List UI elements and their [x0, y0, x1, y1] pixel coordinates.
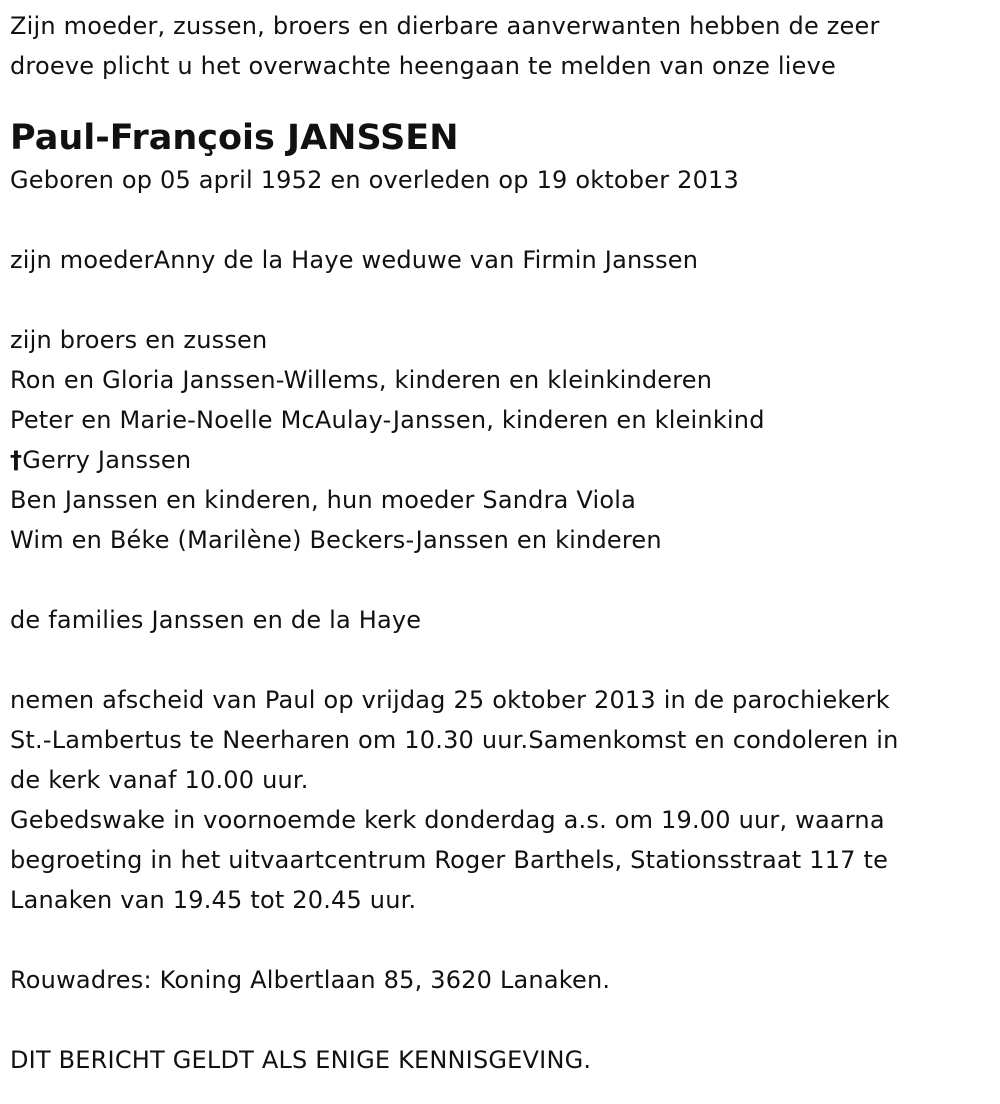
cross-icon: †	[10, 446, 23, 474]
mother-line: zijn moederAnny de la Haye weduwe van Firmin Janssen	[10, 246, 699, 274]
ceremony-line: St.-Lambertus te Neerharen om 10.30 uur.Samenkomst en condoleren in	[10, 726, 899, 754]
intro-line: Zijn moeder, zussen, broers en dierbare aanverwanten hebben de zeer	[10, 12, 880, 40]
ceremony-line: Lanaken van 19.45 tot 20.45 uur.	[10, 886, 417, 914]
ceremony-line: de kerk vanaf 10.00 uur.	[10, 766, 309, 794]
ceremony-line: begroeting in het uitvaartcentrum Roger Barthels, Stationsstraat 117 te	[10, 846, 889, 874]
sibling-line: Ron en Gloria Janssen-Willems, kinderen en kleinkinderen	[10, 366, 713, 394]
spacer	[10, 200, 995, 240]
spacer	[10, 640, 995, 680]
intro-line: droeve plicht u het overwachte heengaan te melden van onze lieve	[10, 52, 836, 80]
notice-line: DIT BERICHT GELDT ALS ENIGE KENNISGEVING.	[10, 1046, 592, 1074]
sibling-line: Ben Janssen en kinderen, hun moeder Sandra Viola	[10, 486, 637, 514]
siblings-heading: zijn broers en zussen	[10, 326, 268, 354]
families-line: de families Janssen en de la Haye	[10, 606, 422, 634]
spacer	[10, 280, 995, 320]
deceased-dates: Geboren op 05 april 1952 en overleden op 19 oktober 2013	[10, 166, 739, 194]
deceased-sibling-line	[10, 440, 995, 480]
spacer	[10, 1000, 995, 1040]
ceremony-line: Gebedswake in voornoemde kerk donderdag a.s. om 19.00 uur, waarna	[10, 806, 885, 834]
deceased-sibling-name: Gerry Janssen	[22, 446, 192, 474]
spacer	[10, 560, 995, 600]
mourning-address: Rouwadres: Koning Albertlaan 85, 3620 Lanaken.	[10, 966, 611, 994]
deceased-name: Paul-François JANSSEN	[10, 118, 459, 158]
sibling-line: Peter en Marie-Noelle McAulay-Janssen, kinderen en kleinkind	[10, 406, 765, 434]
obituary-notice	[10, 6, 995, 1080]
sibling-line: Wim en Béke (Marilène) Beckers-Janssen en kinderen	[10, 526, 662, 554]
spacer	[10, 920, 995, 960]
ceremony-line: nemen afscheid van Paul op vrijdag 25 oktober 2013 in de parochiekerk	[10, 686, 890, 714]
